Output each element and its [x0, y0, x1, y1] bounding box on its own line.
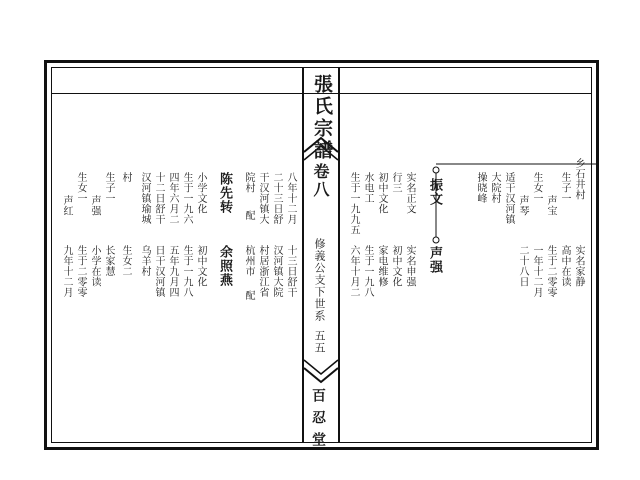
text-column: 行三 [390, 172, 401, 193]
text-column: 十三日舒干 [285, 245, 296, 298]
text-column: 声红 [61, 195, 72, 216]
text-column: 汉河镇瑜城 [139, 172, 150, 225]
hall-name: 百忍堂 [310, 388, 326, 454]
text-column: 五年九月四 [167, 245, 178, 298]
text-column: 实名家静 [573, 245, 584, 287]
text-column: 配 [243, 290, 254, 301]
person-name-yu: 余照燕 [217, 245, 232, 287]
text-column: 家电维修 [376, 245, 387, 287]
text-column: 六年十月二 [348, 245, 359, 298]
text-column: 二十八日 [517, 245, 528, 287]
text-column: 适干汉河镇 [503, 172, 514, 225]
text-column: 大院村 [489, 172, 500, 204]
text-column: 实名正文 [404, 172, 415, 214]
section-label: 修義公支下世系 [313, 238, 326, 322]
text-column: 生女二 [120, 245, 131, 277]
text-column: 日干汉河镇 [153, 245, 164, 298]
text-column: 生子一 [103, 172, 114, 204]
text-column: 长家慧 [103, 245, 114, 277]
text-column: 小学在读 [89, 245, 100, 287]
text-column: 汉河镇大院 [271, 245, 282, 298]
page-number: 五五 [313, 330, 326, 354]
text-column: 声强 [89, 195, 100, 216]
text-column: 生于一九八 [362, 245, 373, 298]
text-column: 八年十二月 [285, 172, 296, 225]
text-column: 生于二零零 [545, 245, 556, 298]
text-column: 十二日舒干 [153, 172, 164, 225]
text-column: 生于二零零 [75, 245, 86, 298]
volume-label: 卷八 [311, 163, 330, 199]
text-column: 生于一九六 [181, 172, 192, 225]
text-column: 初中文化 [390, 245, 401, 287]
text-column: 四年六月二 [167, 172, 178, 225]
text-column: 声琴 [517, 195, 528, 216]
text-column: 一年十二月 [531, 245, 542, 298]
text-column: 杭州市 [243, 245, 254, 277]
text-column: 实名申强 [404, 245, 415, 287]
text-column: 生于一九九五 [348, 172, 359, 235]
text-column: 九年十二月 [61, 245, 72, 298]
text-column: 生于一九八 [181, 245, 192, 298]
text-column: 村居浙江省 [257, 245, 268, 298]
text-column: 二十三日舒 [271, 172, 282, 225]
text-column: 小学文化 [195, 172, 206, 214]
person-name-chen: 陈先转 [217, 172, 232, 214]
text-column: 干汉河镇大 [257, 172, 268, 225]
person-name-shengqiang: 声强 [427, 246, 442, 274]
text-column: 初中文化 [376, 172, 387, 214]
text-column: 操晓峰 [475, 172, 486, 204]
text-column: 乡石井村 [573, 158, 584, 200]
text-column: 乌羊村 [139, 245, 150, 277]
text-column: 声宝 [545, 195, 556, 216]
genealogy-title: 張氏宗譜 [311, 74, 333, 162]
text-column: 配 [243, 210, 254, 221]
text-column: 生女一 [75, 172, 86, 204]
text-column: 初中文化 [195, 245, 206, 287]
text-column: 生女一 [531, 172, 542, 204]
text-column: 村 [120, 172, 131, 183]
person-name-zhenwen: 振文 [427, 178, 442, 206]
text-column: 高中在读 [559, 245, 570, 287]
text-column: 院村 [243, 172, 254, 193]
text-column: 生子一 [559, 172, 570, 204]
text-column: 水电工 [362, 172, 373, 204]
